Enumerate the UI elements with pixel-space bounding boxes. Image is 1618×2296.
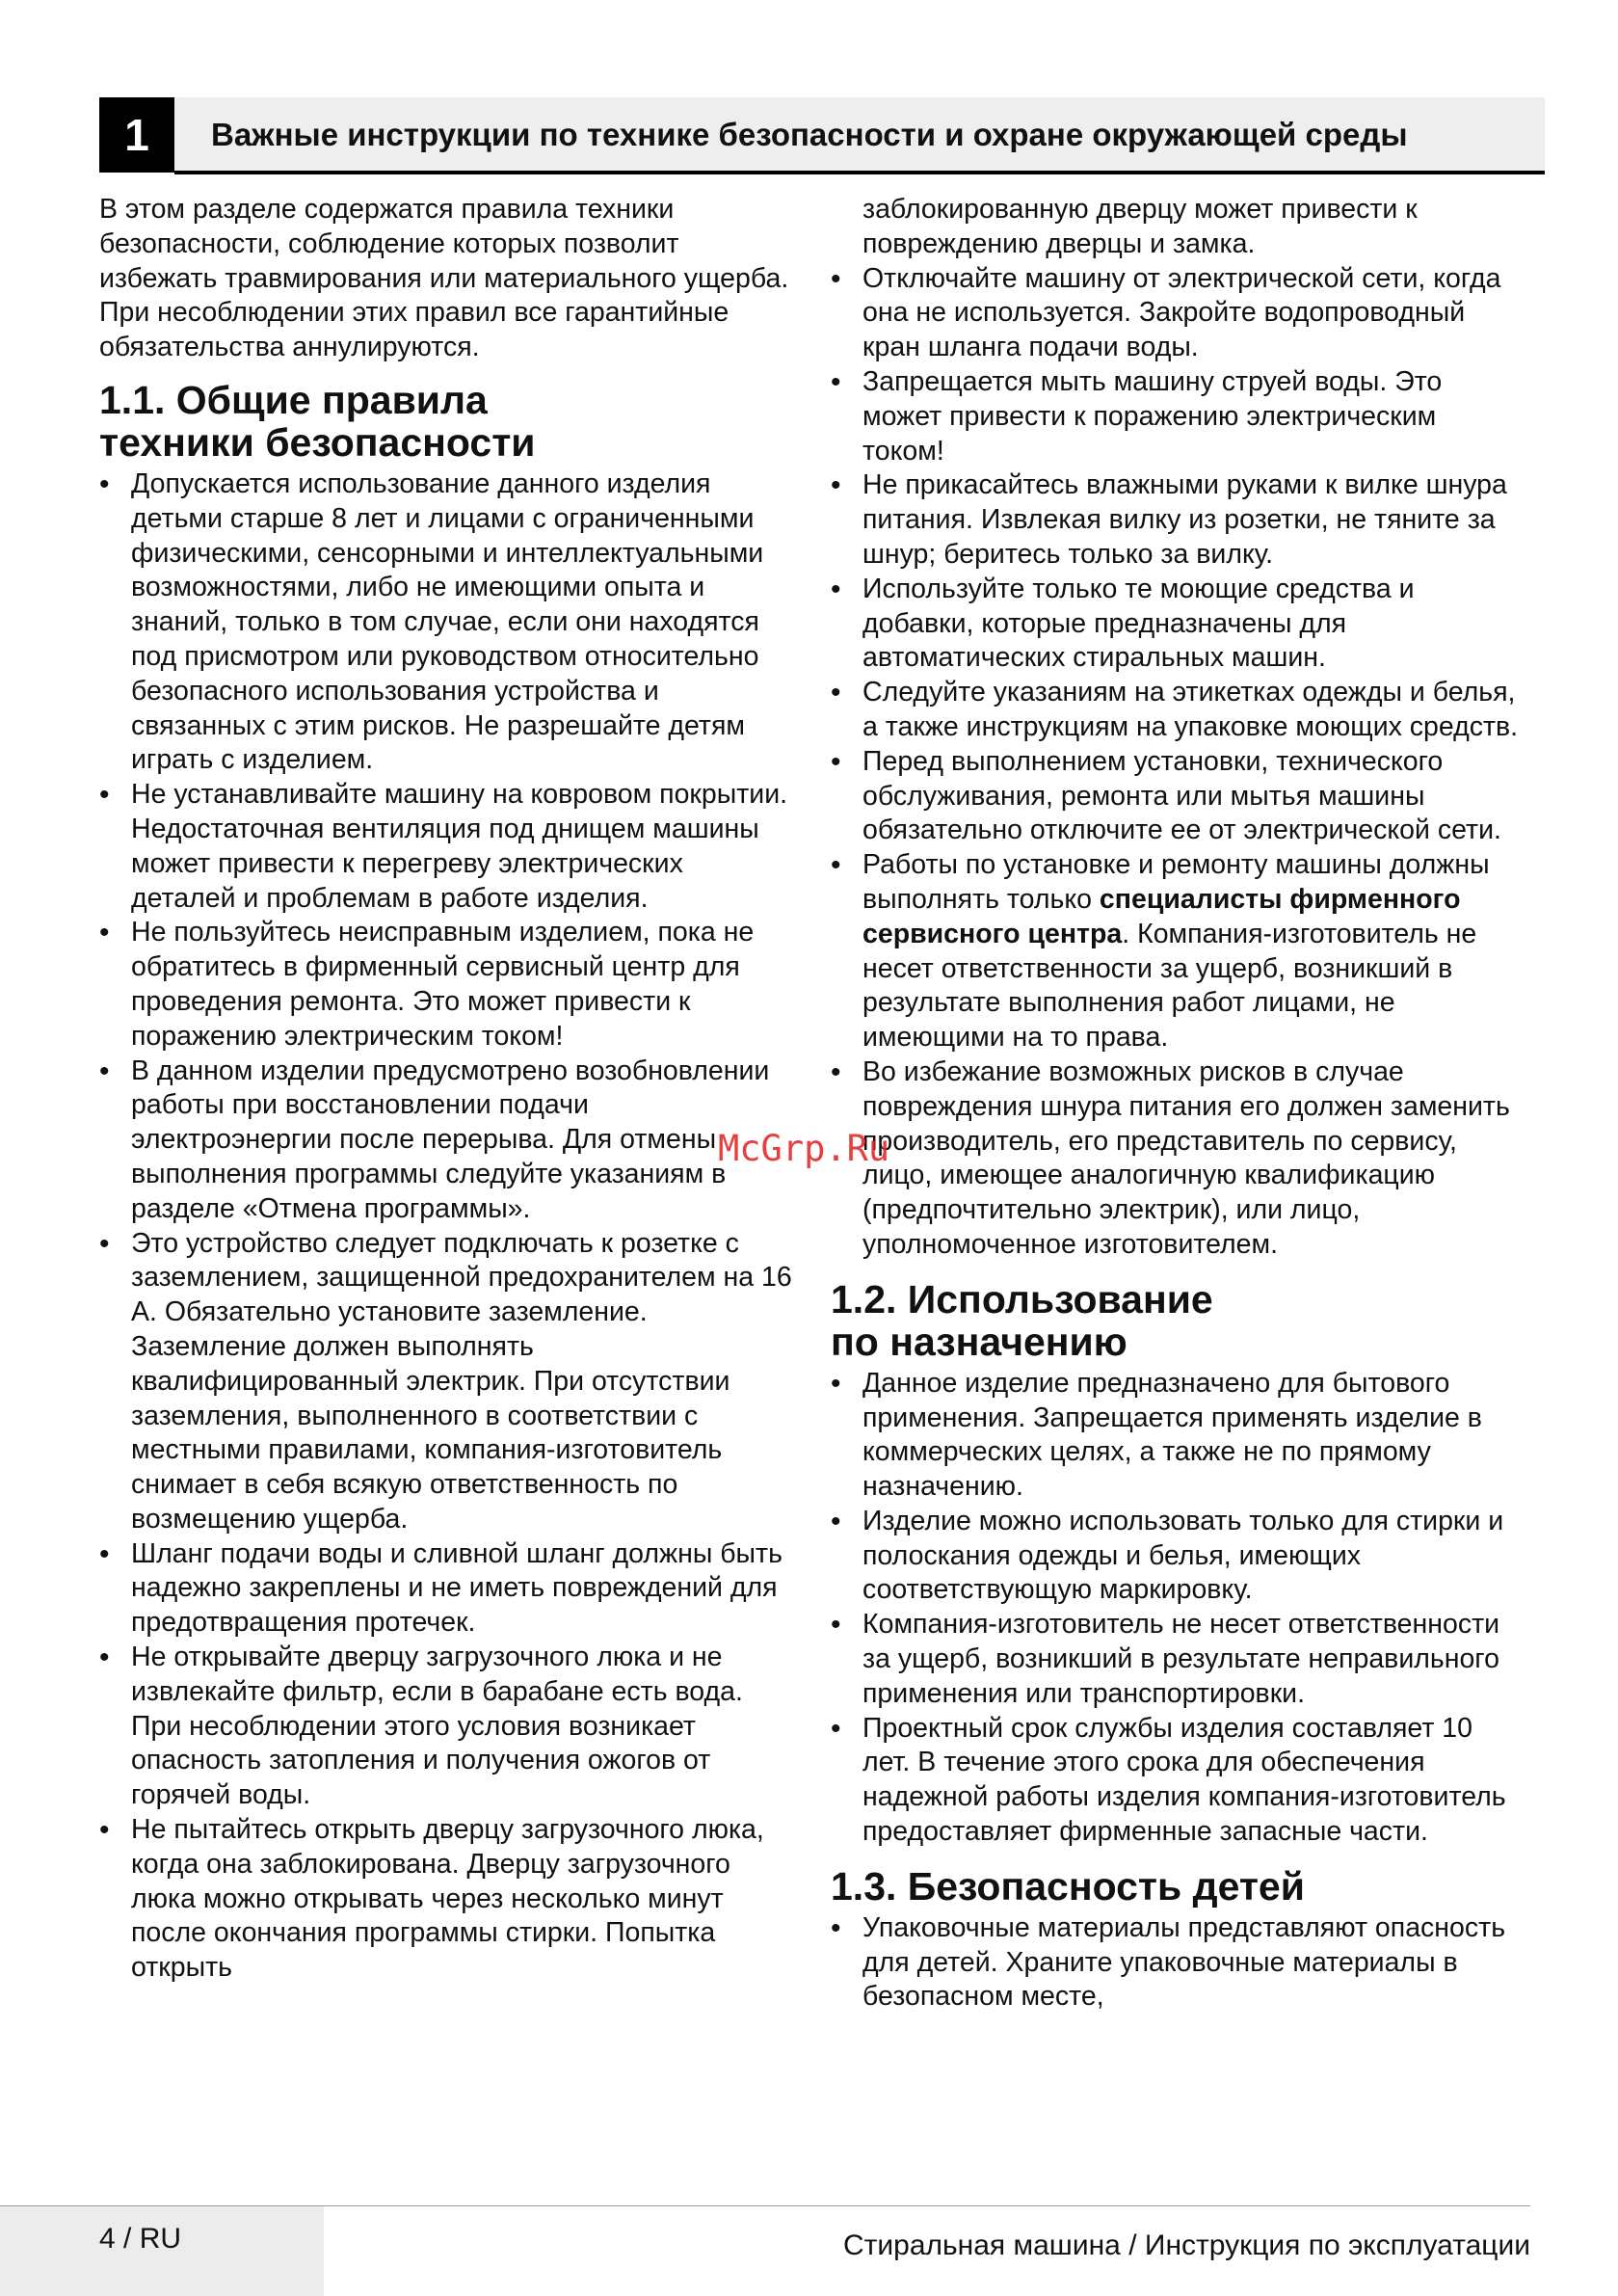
list-item: • Не устанавливайте машину на ковровом покрытии. Недостаточная вентиляция под днищем машины может привести к перегреву электрических деталей и проблемам в работе изделия.	[99, 778, 793, 916]
list-item-continuation: заблокированную дверцу может привести к повреждению дверцы и замка.	[862, 194, 1418, 259]
section-1-2-heading	[831, 1278, 1525, 1363]
list-item: • Во избежание возможных рисков в случае повреждения шнура питания его должен заменить производитель, его представитель по сервису, лицо, имеющее аналогичную квалификацию (предпочтительно электрик), или лицо, уполномоченное изготовителем.	[831, 1055, 1525, 1263]
list-item: • Проектный срок службы изделия составляет 10 лет. В течение этого срока для обеспечения надежной работы изделия компания-изготовитель предоставляет фирменные запасные части.	[831, 1712, 1525, 1850]
service-text-before: Работы по установке и ремонту машины должны выполнять только	[862, 849, 1490, 915]
section-1-3-list	[831, 1911, 1525, 2015]
list-item: • Компания-изготовитель не несет ответственности за ущерб, возникший в результате неправильного применения или транспортировки.	[831, 1608, 1525, 1711]
section-1-2-list	[831, 1367, 1525, 1850]
list-item: • Данное изделие предназначено для бытового применения. Запрещается применять изделие в коммерческих целях, а также не по прямому назначению.	[831, 1367, 1525, 1505]
section-1-3-heading: 1.3. Безопасность детей	[831, 1863, 1305, 1909]
list-item: • Допускается использование данного изделия детьми старше 8 лет и лицами с ограниченными физическими, сенсорными и интеллектуальными возможностями, либо не имеющими опыта и знаний, только в том случае, если они находятся под присмотром или руководством относительно безопасного использования устройства и связанных с этим рисков. Не разрешайте детям играть с изделием.	[99, 467, 793, 778]
chapter-title: Важные инструкции по технике безопасности и охране окружающей среды	[211, 117, 1408, 152]
section-1-1-list	[99, 467, 793, 1986]
list-item: • Используйте только те моющие средства и добавки, которые предназначены для автоматических стиральных машин.	[831, 573, 1525, 676]
list-item: • Не открывайте дверцу загрузочного люка и не извлекайте фильтр, если в барабане есть вода. При несоблюдении этого условия возникает опасность затопления и получения ожогов от горячей воды.	[99, 1641, 793, 1813]
list-item: • Не пытайтесь открыть дверцу загрузочного люка, когда она заблокирована. Дверцу загрузочного люка можно открывать через несколько минут после окончания программы стирки. Попытка открыть	[99, 1813, 793, 1986]
list-item: • Запрещается мыть машину струей воды. Это может привести к поражению электрическим током!	[831, 365, 1525, 468]
section-1-1-heading-line1: 1.1. Общие правила	[99, 377, 488, 422]
right-column	[831, 193, 1525, 2015]
intro-paragraph: В этом разделе содержатся правила техники безопасности, соблюдение которых позволит избежать травмирования или материального ущерба. При несоблюдении этих правил все гарантийные обязательства аннулируются.	[99, 194, 789, 363]
list-item: • Следуйте указаниям на этикетках одежды и белья, а также инструкциям на упаковке моющих средств.	[831, 676, 1525, 745]
list-item: • Шланг подачи воды и сливной шланг должны быть надежно закреплены и не иметь повреждений для предотвращения протечек.	[99, 1537, 793, 1641]
section-1-1-heading-line2: техники безопасности	[99, 419, 536, 465]
service-list-item	[831, 848, 1525, 1055]
page-number: 4 / RU	[99, 2223, 182, 2255]
watermark: McGrp.Ru	[718, 1128, 890, 1169]
section-1-2-heading-line2: по назначению	[831, 1319, 1127, 1364]
list-item: • Упаковочные материалы представляют опасность для детей. Храните упаковочные материалы в безопасном месте,	[831, 1911, 1525, 2015]
section-1-1-heading	[99, 379, 793, 464]
list-item: • Изделие можно использовать только для стирки и полоскания одежды и белья, имеющих соответствующую маркировку.	[831, 1505, 1525, 1608]
service-text-after: . Компания-изготовитель не несет ответственности за ущерб, возникший в результате выполнения работ лицами, не имеющими на то права.	[862, 918, 1477, 1054]
continued-list	[831, 193, 1525, 1263]
section-1-2-heading-line1: 1.2. Использование	[831, 1276, 1213, 1322]
left-column	[99, 193, 793, 1986]
list-item: • Отключайте машину от электрической сети, когда она не используется. Закройте водопроводный кран шланга подачи воды.	[831, 262, 1525, 365]
chapter-number: 1	[99, 97, 174, 173]
list-item: • Это устройство следует подключать к розетке с заземлением, защищенной предохранителем на 16 А. Обязательно установите заземление. Заземление должен выполнять квалифицированный электрик. При отсутствии заземления, выполненного в соответствии с местными правилами, компания-изготовитель снимает в себя всякую ответственность по возмещению ущерба.	[99, 1227, 793, 1537]
list-item: • Перед выполнением установки, технического обслуживания, ремонта или мытья машины обязательно отключите ее от электрической сети.	[831, 745, 1525, 848]
footer-document-title: Стиральная машина / Инструкция по эксплуатации	[842, 2229, 1530, 2261]
list-item: • В данном изделии предусмотрено возобновлении работы при восстановлении подачи электроэнергии после перерыва. Для отмены выполнения программы следуйте указаниям в разделе «Отмена программы».	[99, 1055, 793, 1227]
service-text-bold: специалисты фирменного сервисного центра	[862, 883, 1461, 949]
list-item: • Не прикасайтесь влажными руками к вилке шнура питания. Извлекая вилку из розетки, не тяните за шнур; беритесь только за вилку.	[831, 468, 1525, 572]
header-rule	[174, 171, 1545, 174]
list-item: • Не пользуйтесь неисправным изделием, пока не обратитесь в фирменный сервисный центр для проведения ремонта. Это может привести к поражению электрическим током!	[99, 916, 793, 1054]
